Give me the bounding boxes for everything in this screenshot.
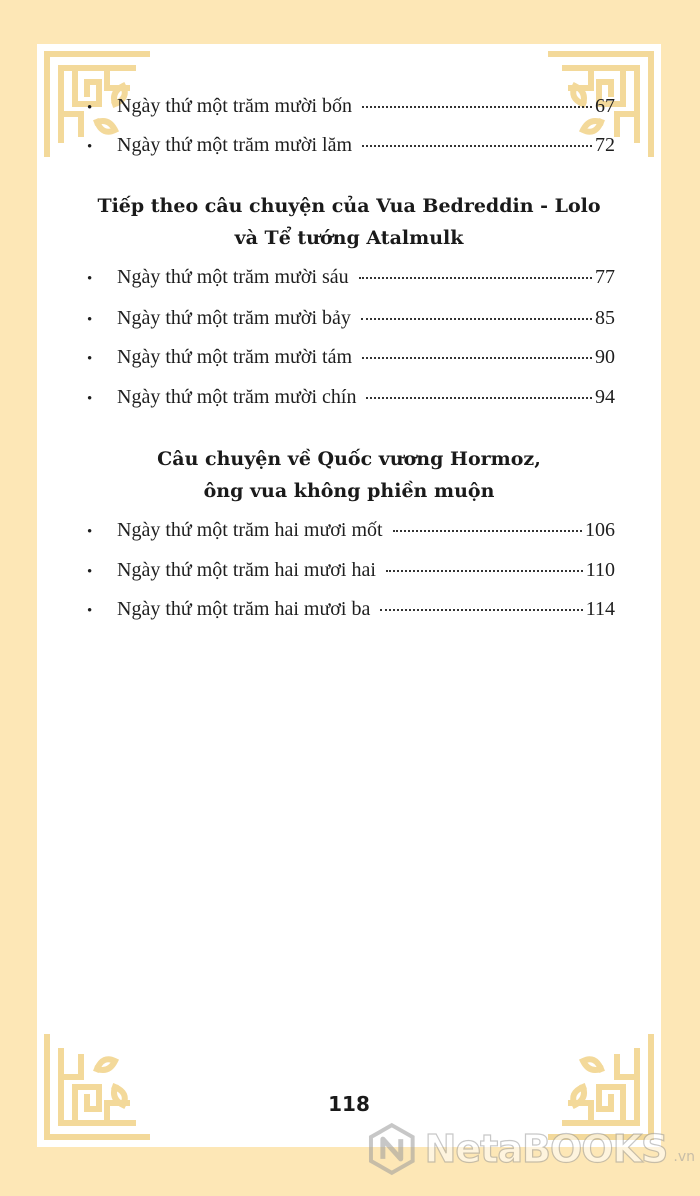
bullet-icon: •	[87, 100, 93, 116]
dot-leader	[361, 318, 592, 320]
toc-entry[interactable]	[87, 266, 615, 292]
dot-leader	[393, 530, 582, 532]
toc-entry-page: 114	[585, 598, 615, 620]
dot-leader	[362, 106, 592, 108]
dot-leader	[380, 609, 582, 611]
toc-entry[interactable]	[87, 559, 615, 585]
toc-entry[interactable]	[87, 519, 615, 545]
ornament-corner-bottom-left	[37, 1029, 155, 1147]
toc-entry-page: 72	[595, 134, 615, 156]
toc-entry-page: 94	[595, 386, 615, 408]
toc-entry[interactable]	[87, 598, 615, 624]
netabooks-logo-icon	[365, 1122, 419, 1176]
bullet-icon: •	[87, 391, 93, 407]
toc-entry-page: 110	[585, 559, 615, 581]
toc-entry-title: Ngày thứ một trăm mười sáu	[117, 266, 349, 288]
watermark	[365, 1118, 695, 1180]
bullet-icon: •	[87, 139, 93, 155]
toc-entry-page: 106	[585, 519, 615, 541]
toc-entry[interactable]	[87, 346, 615, 372]
section-heading	[67, 443, 631, 507]
toc-entry-page: 85	[595, 307, 615, 329]
toc-entry-page: 77	[595, 266, 615, 288]
dot-leader	[366, 397, 592, 399]
toc-entry[interactable]	[87, 95, 615, 121]
toc-entry[interactable]	[87, 134, 615, 160]
watermark-text: NetaBOOKS	[424, 1127, 668, 1171]
toc-entry[interactable]	[87, 307, 615, 333]
toc-entry-title: Ngày thứ một trăm hai mươi hai	[117, 559, 376, 581]
section-heading	[67, 190, 631, 254]
dot-leader	[359, 277, 592, 279]
bullet-icon: •	[87, 271, 93, 287]
section-heading-line: Tiếp theo câu chuyện của Vua Bedreddin - Lolo	[97, 195, 601, 217]
bullet-icon: •	[87, 603, 93, 619]
toc-entry[interactable]	[87, 386, 615, 412]
toc-entry-page: 90	[595, 346, 615, 368]
bullet-icon: •	[87, 312, 93, 328]
page-number: 118	[328, 1092, 370, 1116]
dot-leader	[362, 357, 592, 359]
toc-entry-title: Ngày thứ một trăm mười bảy	[117, 307, 351, 329]
toc-entry-title: Ngày thứ một trăm mười tám	[117, 346, 352, 368]
watermark-tld: .vn	[673, 1149, 695, 1165]
section-heading-line: và Tể tướng Atalmulk	[234, 227, 464, 249]
toc-entry-title: Ngày thứ một trăm mười bốn	[117, 95, 353, 117]
section-heading-line: ông vua không phiền muộn	[203, 480, 495, 502]
bullet-icon: •	[87, 564, 93, 580]
toc-entry-title: Ngày thứ một trăm hai mươi ba	[117, 598, 371, 620]
book-page	[37, 44, 661, 1147]
toc-entry-title: Ngày thứ một trăm hai mươi mốt	[117, 519, 383, 541]
bullet-icon: •	[87, 351, 93, 367]
section-heading-line: Câu chuyện về Quốc vương Hormoz,	[157, 448, 541, 470]
toc-entry-title: Ngày thứ một trăm mười lăm	[117, 134, 352, 156]
bullet-icon: •	[87, 524, 93, 540]
dot-leader	[386, 570, 583, 572]
toc-entry-title: Ngày thứ một trăm mười chín	[117, 386, 357, 408]
toc-entry-page: 67	[595, 95, 615, 117]
dot-leader	[362, 145, 592, 147]
